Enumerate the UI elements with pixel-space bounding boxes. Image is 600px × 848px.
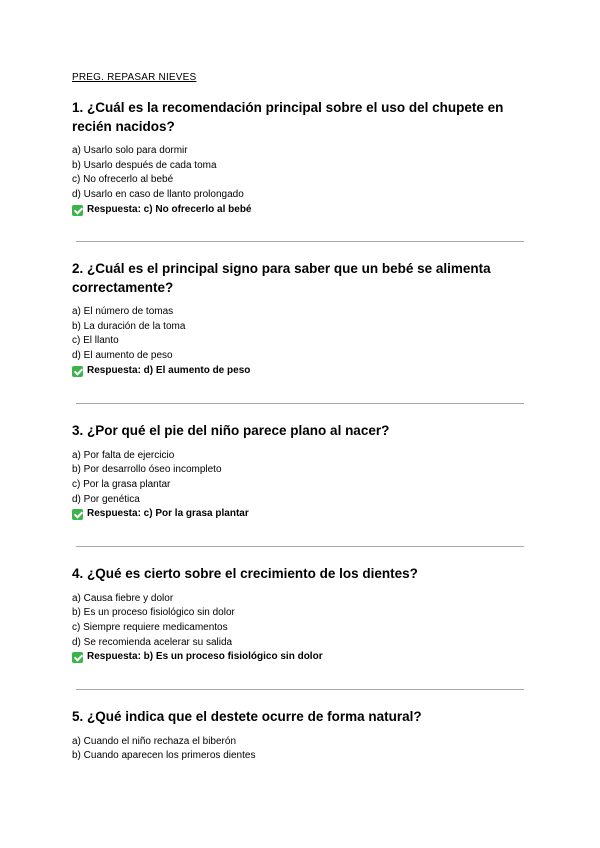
answer-text: Respuesta: b) Es un proceso fisiológico sin dolor (87, 651, 323, 663)
question-title: 5. ¿Qué indica que el destete ocurre de forma natural? (72, 709, 422, 724)
answer-text: Respuesta: c) No ofrecerlo al bebé (87, 203, 252, 215)
option-a: a) El número de tomas (72, 306, 174, 317)
option-d: d) El aumento de peso (72, 350, 173, 362)
document-header: PREG. REPASAR NIEVES (72, 72, 197, 83)
option-b: b) Por desarrollo óseo incompleto (72, 464, 222, 476)
check-mark-icon (72, 366, 83, 377)
divider (76, 546, 524, 547)
option-c: c) El llanto (72, 335, 119, 347)
option-d: d) Por genética (72, 493, 140, 505)
option-a: a) Por falta de ejercicio (72, 449, 175, 461)
divider (76, 241, 524, 242)
option-b: b) Es un proceso fisiológico sin dolor (72, 607, 235, 619)
option-a: a) Usarlo solo para dormir (72, 145, 188, 156)
divider (76, 403, 524, 404)
answer-text: Respuesta: c) Por la grasa plantar (87, 508, 249, 520)
option-b: b) Cuando aparecen los primeros dientes (72, 750, 256, 762)
question-2 (72, 260, 532, 379)
question-5 (72, 708, 532, 764)
divider (76, 689, 524, 690)
question-title: 1. ¿Cuál es la recomendación principal sobre el uso del chupete en recién nacidos? (72, 100, 504, 134)
check-mark-icon (72, 652, 83, 663)
option-b: b) Usarlo después de cada toma (72, 159, 217, 171)
answer-text: Respuesta: d) El aumento de peso (87, 364, 251, 376)
option-d: d) Usarlo en caso de llanto prolongado (72, 189, 244, 201)
question-4 (72, 565, 532, 665)
option-a: a) Causa fiebre y dolor (72, 592, 174, 604)
option-c: c) Siempre requiere medicamentos (72, 621, 228, 633)
check-mark-icon (72, 509, 83, 520)
option-c: c) No ofrecerlo al bebé (72, 174, 174, 186)
question-title: 3. ¿Por qué el pie del niño parece plano al nacer? (72, 423, 390, 438)
question-1 (72, 99, 532, 218)
option-c: c) Por la grasa plantar (72, 478, 171, 490)
option-a: a) Cuando el niño rechaza el biberón (72, 735, 236, 747)
answer-line (72, 507, 532, 522)
answer-line (72, 650, 532, 665)
option-d: d) Se recomienda acelerar su salida (72, 636, 233, 648)
check-mark-icon (72, 205, 83, 216)
answer-line (72, 203, 532, 218)
option-b: b) La duración de la toma (72, 320, 186, 332)
question-title: 4. ¿Qué es cierto sobre el crecimiento de los dientes? (72, 566, 418, 581)
question-3 (72, 422, 532, 522)
answer-line (72, 364, 532, 379)
question-title: 2. ¿Cuál es el principal signo para saber que un bebé se alimenta correctamente? (72, 261, 491, 295)
